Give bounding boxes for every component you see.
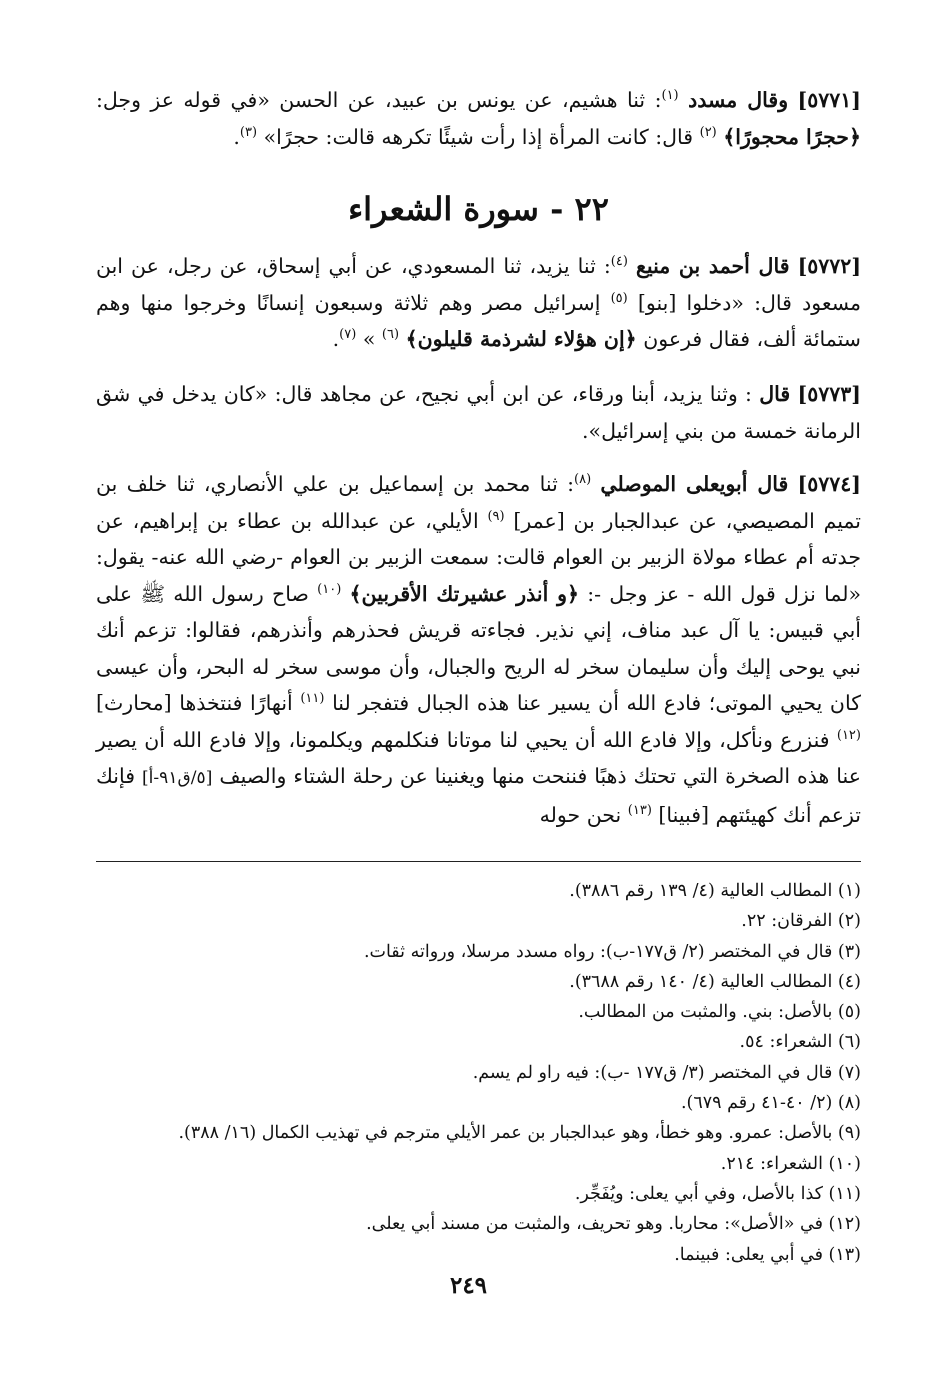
footnote-ref: (١٢) (836, 727, 861, 743)
footnote-ref: (١) (661, 88, 679, 104)
hadith-author: وقال مسدد (688, 88, 789, 112)
footnote: (٢) الفرقان: ٢٢. (741, 911, 861, 932)
footnote: (٦) الشعراء: ٥٤. (739, 1032, 861, 1053)
footnote: (١٠) الشعراء: ٢١٤. (720, 1153, 861, 1174)
hadith-text: أنهارًا فنتخذها [محارث] (96, 691, 293, 715)
footnote: (١١) كذا بالأصل، وفي أبي يعلى: ويُفَجِّر. (574, 1183, 861, 1204)
hadith-text: قال: كانت المرأة إذا رأت شيئًا تكرهه قالت: حجرًا» (263, 124, 694, 149)
footnote-ref: (٤) (610, 254, 628, 270)
hadith-text: » (362, 327, 376, 351)
hadith-author: قال (759, 382, 791, 406)
hadith-text: فإنك تزعم أنك كهيئتهم [فبينا] (96, 764, 861, 827)
footnote: (١٢) في «الأصل»: محاربا. وهو تحريف، والمثبت من مسند أبي يعلى. (366, 1214, 861, 1235)
footnote-divider (96, 861, 861, 862)
footnote: (١٣) في أبي يعلى: فبينما. (674, 1244, 861, 1265)
footnote: (١) المطالب العالية (٤/ ١٣٩ رقم ٣٨٨٦). (569, 881, 861, 901)
hadith-text: : ثنا يزيد، ثنا المسعودي، عن أبي إسحاق، عن رجل، عن ابن مسعود قال: «دخلوا [بنو] (96, 254, 861, 315)
footnote: (٨) (٢/ ٤٠-٤١ رقم ٦٧٩). (680, 1093, 861, 1114)
hadith-text: صاح رسول الله ﷺ على أبي قبيس: يا آل عبد مناف، إني نذير. فجاءته قريش فحذرهم وأنذرهم، فقالوا: تزعم أنك نبي يوحى إليك وأن سليمان سخر له الريح والجبال، وأن موسى سخر له البحر، وأن عيسى كان يحيي الموتى؛ فادع الله أن يسير عنا هذه الجبال فتفجر لنا (96, 581, 861, 715)
footnote-ref: (١٣) (627, 802, 652, 818)
footnote-ref: (٥) (610, 290, 628, 306)
hadith-author: قال أحمد بن منيع (635, 254, 790, 278)
hadith-number: [٥٧٧٢] (797, 254, 862, 278)
hadith-5774 (96, 466, 861, 851)
surah-heading: ٢٢ - سورة الشعراء (348, 190, 609, 228)
footnote-ref: (٩) (487, 508, 505, 524)
quran-quote: ﴿و أنذر عشيرتك الأقربين﴾ (349, 581, 580, 606)
footnote-ref: (٨) (574, 472, 592, 488)
footnote: (٣) قال في المختصر (٢/ ق١٧٧-ب): رواه مسدد مرسلا، ورواته ثقات. (363, 941, 861, 962)
page-number: ٢٤٩ (449, 1272, 488, 1299)
footnote-ref: (١٠) (317, 581, 342, 597)
hadith-text: الأيلي، عن عبدالله بن عطاء بن إبراهيم، عن جدته أم عطاء مولاة الزبير بن العوام قالت: سمعت الزبير بن العوام -رضي الله عنه- يقول: «لما نزل قول الله - عز وجل -: (96, 508, 861, 606)
hadith-author: قال أبويعلى الموصلي (600, 472, 789, 496)
footnote-ref: (١١) (300, 691, 325, 707)
hadith-text: إسرائيل مصر وهم ثلاثة وسبعون إنسانًا وخرجوا منها وهم ستمائة ألف، فقال فرعون (96, 290, 861, 351)
hadith-number: [٥٧٧٣] (797, 382, 861, 406)
hadith-number: [٥٧٧١] (797, 88, 861, 112)
footnote-ref: (٢) (699, 124, 717, 140)
hadith-5772: [٥٧٧٢] قال أحمد بن منيع $^{(٤)}$: ثنا يزيد، ثنا المسعودي، عن أبي إسحاق، عن رجل، عن ابن مسعود قال: «دخلوا [بنو] $^{(٥)}$ إسرائيل مصر وهم ثلاثة وسبعون إنسانًا وخرجوا منها وهم ستمائة ألف، فقال فرعون ﴿إن هؤلاء لشرذمة قليلون﴾ $^{(٦)}$ » $^{(٧)}$. (96, 254, 862, 351)
footnote: (٤) المطالب العالية (٤/ ١٤٠ رقم ٣٦٨٨). (569, 971, 861, 992)
footnote: (٥) بالأصل: بني. والمثبت من المطالب. (578, 1002, 861, 1023)
footnote-ref: (٣) (239, 124, 258, 140)
quran-quote: ﴿حجرًا محجورًا﴾ (723, 124, 861, 149)
footnote-ref: (٧) (339, 327, 357, 343)
footnote-ref: (٦) (381, 327, 400, 343)
hadith-5771: [٥٧٧١] وقال مسدد $^{(١)}$: ثنا هشيم، عن يونس بن عبيد، عن الحسن «في قوله عز وجل: ﴿حجرًا محجورًا﴾ $^{(٢)}$ قال: كانت المرأة إذا رأت شيئًا تكرهه قالت: حجرًا» $^{(٣)}$. (96, 88, 861, 149)
hadith-text: نحن حوله (539, 802, 622, 827)
hadith-text: : ثنا هشيم، عن يونس بن عبيد، عن الحسن «في قوله عز وجل: (96, 88, 662, 112)
hadith-text: : ثنا محمد بن إسماعيل بن علي الأنصاري، ثنا خلف بن تميم المصيصي، عن عبدالجبار بن [عمر] (96, 472, 861, 533)
footnotes-list (96, 876, 861, 1270)
hadith-number: [٥٧٧٤] (797, 472, 861, 496)
hadith-text: : وثنا يزيد، أبنا ورقاء، عن ابن أبي نجيح، عن مجاهد قال: «كان يدخل في شق الرمانة خمسة من بني إسرائيل». (96, 382, 861, 443)
hadith-text: فنزرع ونأكل، وإلا فادع الله أن يحيي لنا موتانا فنكلمهم ويكلمونا، وإلا فادع الله أن يصير عنا هذه الصخرة التي تحتك ذهبًا فننحت منها ويغنينا عن رحلة الشتاء والصيف (96, 727, 861, 788)
footnote: (٩) بالأصل: عمرو. وهو خطأ، وهو عبدالجبار بن عمر الأيلي مترجم في تهذيب الكمال (١٦/ ٣٨٨). (178, 1123, 861, 1144)
hadith-5773 (96, 376, 861, 450)
quran-quote: ﴿إن هؤلاء لشرذمة قليلون﴾ (405, 327, 637, 351)
folio-marker: [٥/ق٩١-أ] (141, 768, 213, 788)
footnote: (٧) قال في المختصر (٣/ ق١٧٧ -ب): فيه راو لم يسم. (472, 1062, 861, 1083)
